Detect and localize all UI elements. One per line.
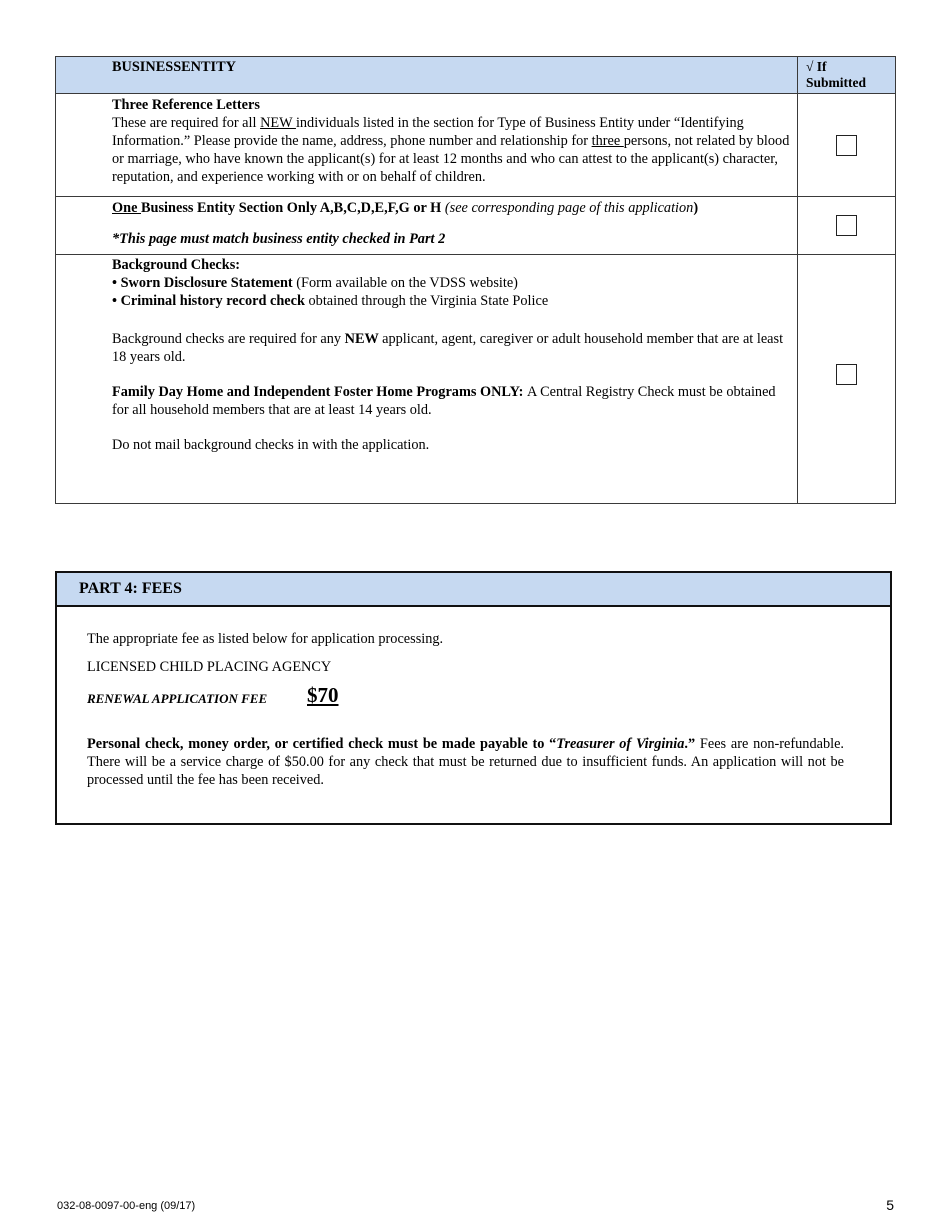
reference-letters-checkbox[interactable] [836,135,857,156]
form-number: 032-08-0097-00-eng (09/17) [57,1200,196,1212]
fees-section [55,571,892,825]
background-checks-text [56,255,798,504]
sworn-disclosure-label: • Sworn Disclosure Statement [112,275,297,291]
business-entity-section-close: ) [693,200,699,216]
renewal-fee-amount: $70 [307,683,339,707]
refund-policy: Fees are non-refundable. There will be a service charge of $50.00 for any check that must be returned due to insufficient funds. An application will not be processed until the fee has been received. [87,736,844,788]
payee-name: Treasurer of Virginia [556,736,685,752]
central-registry-paragraph [112,383,791,419]
header-check-mark: √ If [806,59,827,74]
reference-text-1: These are required for all [112,115,261,131]
header-entity: BUSINESSENTITY [112,59,236,75]
background-checks-check-cell [798,255,896,504]
business-entity-section-title: Business Entity Section Only A,B,C,D,E,F,G or H [141,200,445,216]
reference-letters-text [56,94,798,197]
background-text-a: Background checks are required for any [112,331,345,347]
reference-letters-check-cell [798,94,896,197]
reference-three-underlined: three [591,133,624,149]
fees-intro: The appropriate fee as listed below for application processing. [87,631,444,647]
background-checks-title: Background Checks: [112,257,241,273]
reference-new-underlined: NEW [260,115,296,131]
do-not-mail-note: Do not mail background checks in with the application. [112,437,430,453]
checklist-table [55,56,896,504]
reference-text-3: persons, not related by blood or marriage, who have known the applicant(s) for at least 12 months and who can attest to the applicant(s) character, reputation, and experience working with or on behalf of children. [112,133,790,185]
payment-terms [87,735,844,789]
payment-quote-close: .” [684,736,700,752]
background-checks-checkbox[interactable] [836,364,857,385]
business-entity-check-cell [798,197,896,255]
agency-type: LICENSED CHILD PLACING AGENCY [87,659,332,675]
background-new-bold: NEW [344,331,383,347]
background-checks-row [56,255,896,504]
header-submitted-cell [798,57,896,94]
family-day-home-label: Family Day Home and Independent Foster Home Programs ONLY: [112,384,528,400]
reference-letters-row [56,94,896,197]
renewal-fee-label: RENEWAL APPLICATION FEE [87,691,268,706]
business-entity-section-row [56,197,896,255]
match-entity-note: *This page must match business entity checked in Part 2 [112,231,446,247]
header-submitted: Submitted [806,75,867,90]
one-underlined: One [112,200,141,216]
business-entity-section-note: (see corresponding page of this application [444,200,694,216]
payment-bold: Personal check, money order, or certified check must be made payable to “ [87,736,557,752]
fees-title: PART 4: FEES [57,573,890,607]
reference-letters-title: Three Reference Letters [112,97,260,113]
header-entity-cell [56,57,798,94]
table-header-row [56,57,896,94]
criminal-history-note: obtained through the Virginia State Police [308,293,549,309]
central-registry-text: A Central Registry Check must be obtained for all household members that are at least 14 years old. [112,384,776,418]
reference-text-2: individuals listed in the section for Type of Business Entity under “Identifying Information.” Please provide the name, address, phone number and relationship for [112,115,744,149]
sworn-disclosure-note: (Form available on the VDSS website) [296,275,518,291]
background-requirement-paragraph [112,330,791,366]
page-number: 5 [886,1197,894,1213]
background-text-c: applicant, agent, caregiver or adult household member that are at least 18 years old. [112,331,784,365]
business-entity-checkbox[interactable] [836,215,857,236]
criminal-history-label: • Criminal history record check [112,293,309,309]
business-entity-section-text [56,197,798,255]
